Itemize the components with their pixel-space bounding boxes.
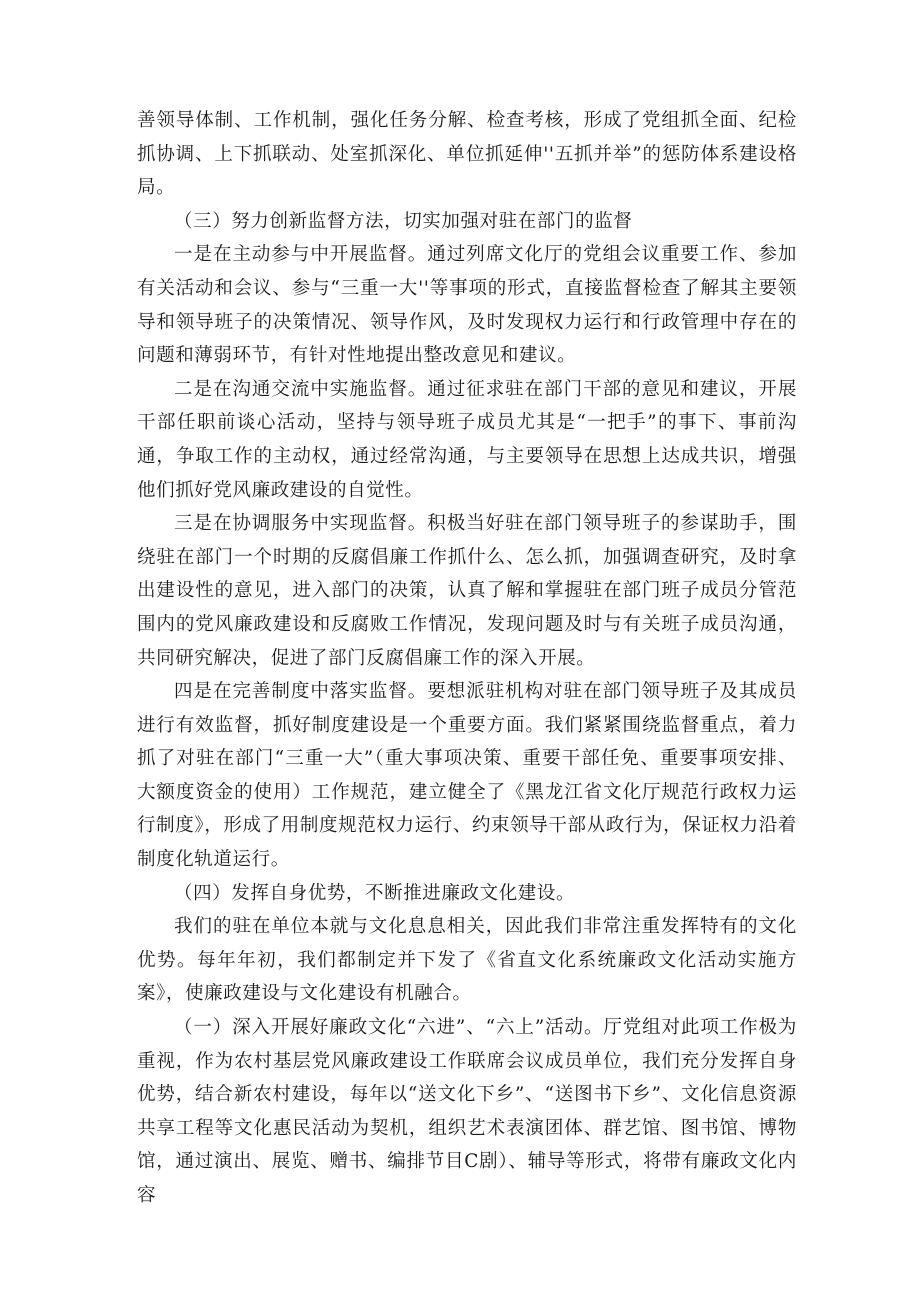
paragraph-supervision-participation: 一是在主动参与中开展监督。通过列席文化厅的党组会议重要工作、参加有关活动和会议、参与“三重一大''等事项的形式，直接监督检查了解其主要领导和领导班子的决策情况、领导作风，及时发现权力运行和行政管理中存在的问题和薄弱环节，有针对性地提出整改意见和建议。 [137, 244, 797, 367]
paragraph-six-activities: （一）深入开展好廉政文化“六进”、“六上”活动。厅党组对此项工作极为重视，作为农村基层党风廉政建设工作联席会议成员单位，我们充分发挥自身优势，结合新农村建设，每年以“送文化下乡”、“送图书下乡”、文化信息资源共享工程等文化惠民活动为契机，组织艺术表演团体、群艺馆、图书馆、博物馆，通过演出、展览、赠书、编排节目C剧）、辅导等形式，将带有廉政文化内容 [137, 1017, 797, 1206]
document-body [137, 104, 797, 1213]
paragraph-supervision-communication: 二是在沟通交流中实施监督。通过征求驻在部门干部的意见和建议，开展干部任职前谈心活动，坚持与领导班子成员尤其是“一把手”的事下、事前沟通，争取工作的主动权，通过经常沟通，与主要领导在思想上达成共识，增强他们抓好党风廉政建设的自觉性。 [137, 378, 797, 501]
section-heading-4: （四）发挥自身优势，不断推进廉政文化建设。 [174, 882, 576, 904]
section-heading-3: （三）努力创新监督方法，切实加强对驻在部门的监督 [174, 210, 633, 232]
paragraph-supervision-institutions: 四是在完善制度中落实监督。要想派驻机构对驻在部门领导班子及其成员进行有效监督，抓好制度建设是一个重要方面。我们紧紧围绕监督重点，着力抓了对驻在部门“三重一大”（重大事项决策、重要干部任免、重要事项安排、大额度资金的使用）工作规范，建立健全了《黑龙江省文化厅规范行政权力运行制度》，形成了用制度规范权力运行、约束领导干部从政行为，保证权力沿着制度化轨道运行。 [137, 681, 797, 871]
paragraph-culture-advantage: 我们的驻在单位本就与文化息息相关，因此我们非常注重发挥特有的文化优势。每年年初，我们都制定并下发了《省直文化系统廉政文化活动实施方案》，使廉政建设与文化建设有机融合。 [137, 916, 797, 1005]
paragraph-continuation: 善领导体制、工作机制，强化任务分解、检查考核，形成了党组抓全面、纪检抓协调、上下抓联动、处室抓深化、单位抓延伸''五抓并举”的惩防体系建设格局。 [137, 110, 797, 199]
paragraph-supervision-coordination: 三是在协调服务中实现监督。积极当好驻在部门领导班子的参谋助手，围绕驻在部门一个时期的反腐倡廉工作抓什么、怎么抓，加强调查研究，及时拿出建设性的意见，进入部门的决策，认真了解和掌握驻在部门班子成员分管范围内的党风廉政建设和反腐败工作情况，发现问题及时与有关班子成员沟通，共同研究解决，促进了部门反腐倡廉工作的深入开展。 [137, 513, 797, 669]
